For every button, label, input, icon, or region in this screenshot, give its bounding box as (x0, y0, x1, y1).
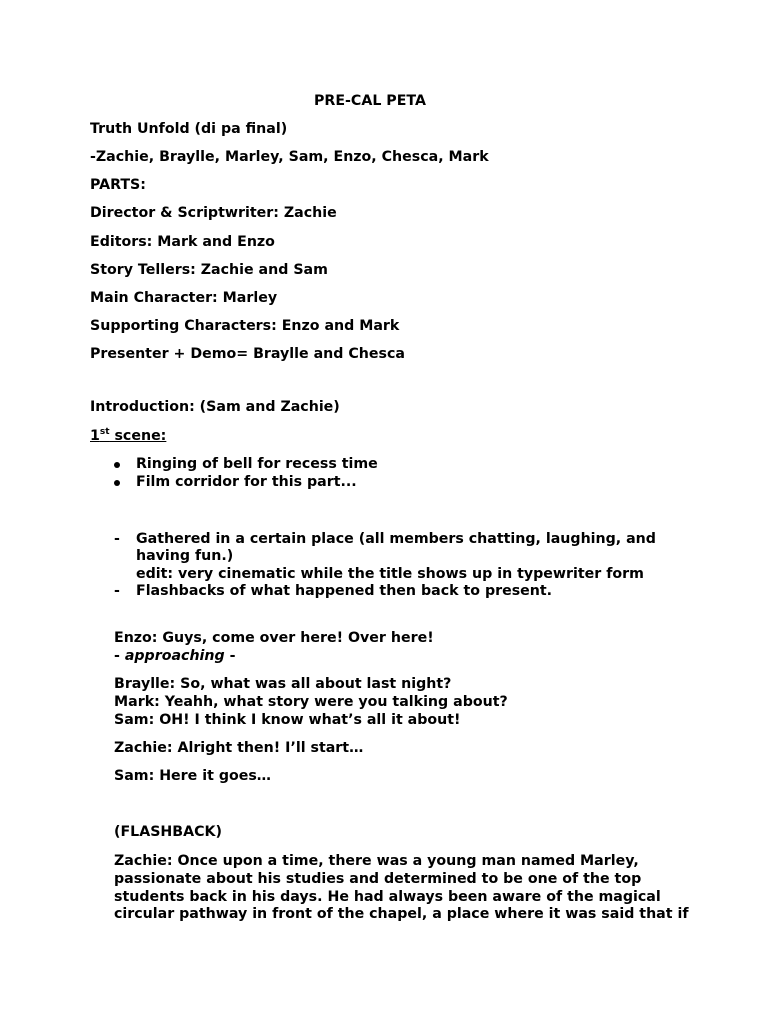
document-title: PRE-CAL PETA (314, 93, 426, 109)
scene-label: scene: (109, 428, 167, 444)
bullet-item: Ringing of bell for recess time (136, 456, 378, 472)
parts-heading: PARTS: (90, 177, 146, 193)
direction-line: edit: very cinematic while the title shows up in typewriter form (136, 566, 644, 582)
part-storytellers: Story Tellers: Zachie and Sam (90, 262, 328, 278)
bullet-item: Film corridor for this part... (136, 474, 357, 490)
stage-action-suffix: - (224, 648, 236, 664)
dash-marker: - (114, 531, 120, 547)
scene-number: 1 (90, 428, 100, 444)
dialogue-enzo: Enzo: Guys, come over here! Over here! (114, 630, 434, 646)
direction-line: Flashbacks of what happened then back to present. (136, 583, 553, 599)
document-subtitle: Truth Unfold (di pa final) (90, 121, 288, 137)
narration-line: circular pathway in front of the chapel, a place where it was said that if (114, 906, 689, 922)
scene-ordinal-suffix: st (99, 427, 110, 437)
dialogue-braylle: Braylle: So, what was all about last night? (114, 676, 452, 692)
stage-action-prefix: - (114, 648, 125, 664)
narration-line: Zachie: Once upon a time, there was a young man named Marley, (114, 853, 639, 869)
part-supporting-characters: Supporting Characters: Enzo and Mark (90, 318, 400, 334)
dialogue-zachie: Zachie: Alright then! I’ll start… (114, 740, 364, 756)
stage-action-text: approaching (124, 648, 225, 664)
bullet-icon (114, 480, 120, 486)
dash-marker: - (114, 583, 120, 599)
stage-action (114, 647, 236, 665)
flashback-label: (FLASHBACK) (114, 824, 222, 840)
part-editors: Editors: Mark and Enzo (90, 234, 275, 250)
direction-line: having fun.) (136, 548, 234, 564)
part-presenter: Presenter + Demo= Braylle and Chesca (90, 346, 405, 362)
part-director: Director & Scriptwriter: Zachie (90, 205, 337, 221)
direction-line: Gathered in a certain place (all members chatting, laughing, and (136, 531, 656, 547)
introduction-line: Introduction: (Sam and Zachie) (90, 399, 340, 415)
narration-line: students back in his days. He had always been aware of the magical (114, 889, 661, 905)
dialogue-sam: Sam: Here it goes… (114, 768, 271, 784)
scene-heading (90, 427, 166, 445)
members-line: -Zachie, Braylle, Marley, Sam, Enzo, Chesca, Mark (90, 149, 489, 165)
bullet-icon (114, 462, 120, 468)
dialogue-sam: Sam: OH! I think I know what’s all it about! (114, 712, 461, 728)
dialogue-mark: Mark: Yeahh, what story were you talking about? (114, 694, 508, 710)
part-main-character: Main Character: Marley (90, 290, 278, 306)
narration-line: passionate about his studies and determined to be one of the top (114, 871, 642, 887)
